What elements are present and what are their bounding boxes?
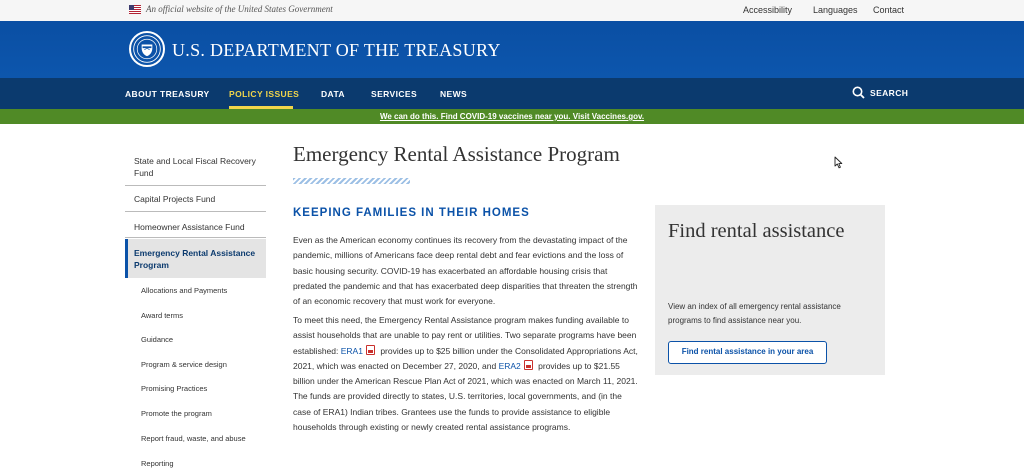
nav-news[interactable]: NEWS bbox=[440, 89, 468, 99]
treasury-seal-icon[interactable] bbox=[129, 31, 165, 67]
find-rental-assistance-button[interactable]: Find rental assistance in your area bbox=[668, 341, 827, 364]
contact-link[interactable]: Contact bbox=[873, 5, 905, 15]
sidebar-item-homeowner-assistance[interactable] bbox=[125, 212, 266, 238]
vaccines-link[interactable]: We can do this. Find COVID-19 vaccines near you. Visit Vaccines.gov. bbox=[379, 112, 645, 121]
sidebar-nav bbox=[125, 124, 266, 468]
gov-banner bbox=[0, 0, 1024, 21]
intro-paragraph: Even as the American economy continues its recovery from the devastating impact of the pandemic, millions of Americans face deep rental debt and fear evictions and the loss of basic housing security. COVID-19 has exacerbated an affordable housing crisis that predated the pandemic and that has exacerbated deep disparities that threaten the strength of an economic recovery that must work for everyone. bbox=[293, 235, 638, 307]
find-box-heading: Find rental assistance bbox=[668, 220, 845, 242]
search-button[interactable] bbox=[852, 86, 908, 99]
pdf-icon bbox=[524, 360, 533, 370]
sidebar-item-capital-projects[interactable] bbox=[125, 186, 266, 212]
site-header bbox=[0, 21, 1024, 78]
programs-paragraph bbox=[293, 313, 638, 435]
era1-link[interactable]: ERA1 bbox=[340, 345, 363, 356]
title-decorative-rule bbox=[293, 178, 410, 184]
paragraph-text: provides up to $21.55 billion under the American Rescue Plan Act of 2021, which was enacted on March 11, 2021. The funds are provided directly to states, U.S. territories, local governments, and (in the case of ERA1) Indian tribes. Grantees use the funds to provide assistance to eligible households through existing or newly created rental assistance programs. bbox=[293, 360, 638, 433]
accessibility-link[interactable]: Accessibility bbox=[743, 5, 793, 15]
sidebar-item-label: Capital Projects Fund bbox=[134, 194, 216, 204]
sidebar-item-label: State and Local Fiscal Recovery Fund bbox=[134, 156, 256, 178]
sidebar-sub-award-terms[interactable]: Award terms bbox=[141, 311, 183, 320]
paragraph-text: To meet this need, the Emergency Rental Assistance program makes funding available to assist households that are unable to pay rent or utilities. Two separate programs have been established: bbox=[293, 315, 637, 356]
sidebar-sub-allocations[interactable]: Allocations and Payments bbox=[141, 286, 228, 295]
us-flag-icon bbox=[129, 5, 141, 14]
mouse-cursor-icon bbox=[834, 156, 843, 169]
search-icon bbox=[852, 86, 865, 99]
page-title: Emergency Rental Assistance Program bbox=[293, 142, 620, 166]
nav-about-treasury[interactable]: ABOUT TREASURY bbox=[125, 89, 210, 99]
find-box-description: View an index of all emergency rental assistance programs to find assistance near you. bbox=[668, 302, 841, 325]
sidebar-sub-promote[interactable]: Promote the program bbox=[141, 409, 212, 418]
pdf-icon bbox=[366, 345, 375, 355]
sidebar-item-label: Emergency Rental Assistance Program bbox=[134, 248, 256, 270]
nav-policy-issues[interactable]: POLICY ISSUES bbox=[229, 89, 300, 99]
sidebar-sub-program-design[interactable]: Program & service design bbox=[141, 360, 227, 369]
find-rental-assistance-box bbox=[655, 205, 885, 375]
nav-services[interactable]: SERVICES bbox=[371, 89, 418, 99]
paragraph-text: provides up to $25 billion under the Consolidated Appropriations Act, 2021, which was enacted on December 27, 2020, and bbox=[293, 345, 638, 371]
languages-link[interactable]: Languages bbox=[813, 5, 858, 15]
covid-alert-bar bbox=[0, 109, 1024, 124]
sidebar-sub-guidance[interactable]: Guidance bbox=[141, 335, 174, 344]
site-title[interactable]: U.S. DEPARTMENT OF THE TREASURY bbox=[172, 40, 501, 60]
sidebar-sub-promising-practices[interactable]: Promising Practices bbox=[141, 384, 208, 393]
main-nav bbox=[0, 78, 1024, 109]
sidebar-item-slfrf[interactable] bbox=[125, 152, 266, 186]
era2-link[interactable]: ERA2 bbox=[498, 360, 521, 371]
sidebar-item-label: Homeowner Assistance Fund bbox=[134, 222, 245, 232]
nav-data[interactable]: DATA bbox=[321, 89, 345, 99]
sidebar-sub-report-fraud[interactable]: Report fraud, waste, and abuse bbox=[141, 434, 246, 443]
search-label: SEARCH bbox=[870, 87, 909, 98]
section-heading: KEEPING FAMILIES IN THEIR HOMES bbox=[293, 207, 530, 219]
official-site-text: An official website of the United States Government bbox=[146, 4, 333, 14]
sidebar-sub-reporting[interactable]: Reporting bbox=[141, 459, 174, 468]
sidebar-item-era[interactable] bbox=[125, 239, 266, 278]
